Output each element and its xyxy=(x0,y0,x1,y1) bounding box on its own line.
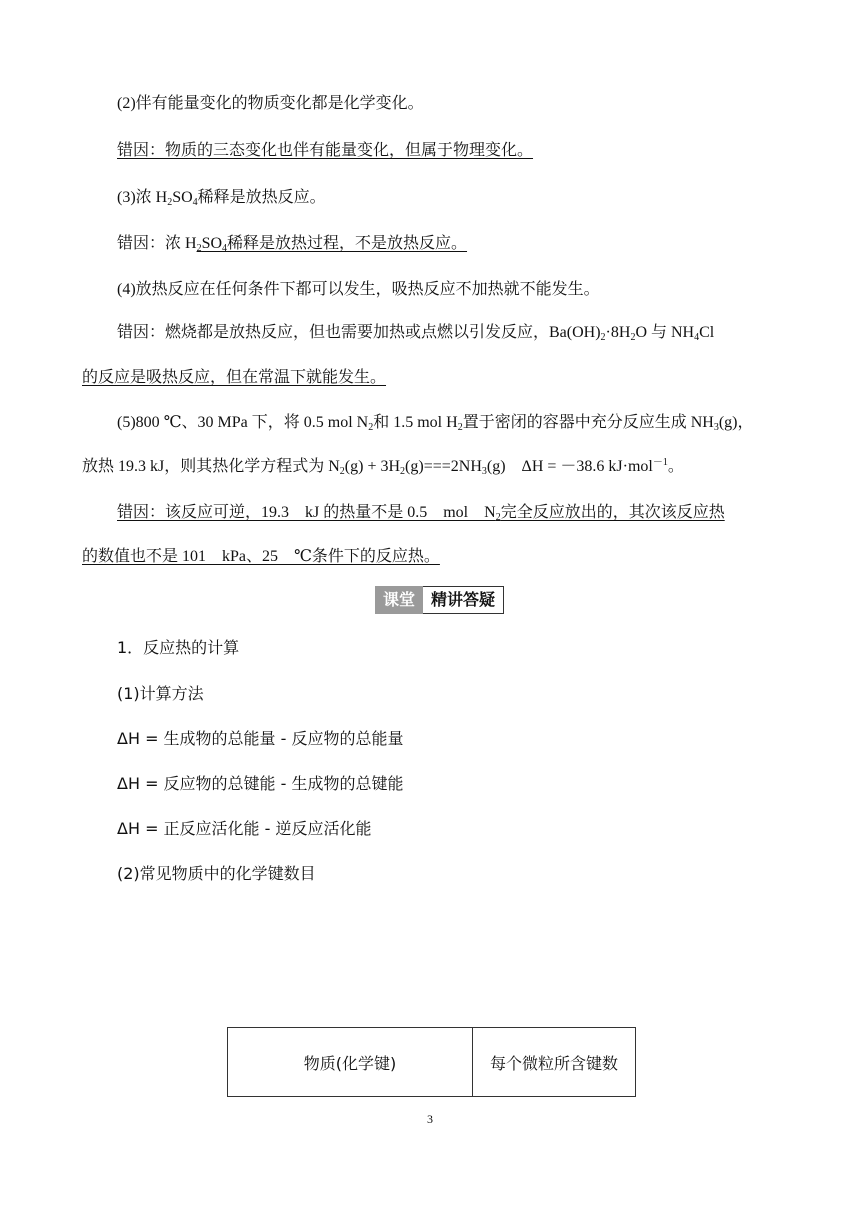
table-header-substance: 物质(化学键) xyxy=(228,1028,473,1097)
item-5-statement-line2: 放热 19.3 kJ，则其热化学方程式为 $N_2(g) + 3H_2(g)===2NH_3(g)$ ΔH = －38.6 kJ·mol$^{-1}$。 xyxy=(82,457,684,477)
table-header-bond-count: 每个微粒所含键数 xyxy=(473,1028,636,1097)
formula-2: ΔH = 反应物的总键能 - 生成物的总键能 xyxy=(117,774,404,793)
item-4-error-line2: 的反应是吸热反应，但在常温下就能发生。 xyxy=(82,369,387,386)
item-5-error-line2: 的数值也不是 101 kPa、25 ℃条件下的反应热。 xyxy=(82,548,440,565)
item-3-statement: (3)浓 $H_2SO_4$稀释是放热反应。 xyxy=(117,189,326,208)
table-header-row xyxy=(228,1028,636,1097)
formula-1: ΔH = 生成物的总能量 - 反应物的总能量 xyxy=(117,729,404,748)
item-5-statement-line1: (5)800 ℃、30 MPa 下，将 0.5 mol $N_2$和 1.5 mol $H_2$置于密闭的容器中充分反应生成 $NH_3(g)$， xyxy=(117,414,754,433)
item-2-error: 错因：物质的三态变化也伴有能量变化，但属于物理变化。 xyxy=(117,142,534,159)
section-title: 1．反应热的计算 xyxy=(117,638,240,657)
item-4-error-line1: 错因：燃烧都是放热反应，但也需要加热或点燃以引发反应，$Ba(OH)_2\cdot 8H_2O$ 与 $NH_4Cl$ xyxy=(117,324,715,343)
item-2-statement: (2)伴有能量变化的物质变化都是化学变化。 xyxy=(117,95,424,112)
bond-count-table xyxy=(227,1027,636,1097)
item-3-error: 错因：浓 $H_2SO_4$稀释是放热过程，不是放热反应。 xyxy=(117,235,468,254)
item-4-statement: (4)放热反应在任何条件下都可以发生，吸热反应不加热就不能发生。 xyxy=(117,281,600,298)
formula-3: ΔH = 正反应活化能 - 逆反应活化能 xyxy=(117,819,372,838)
page-number: 3 xyxy=(427,1112,433,1126)
section-badge xyxy=(375,586,504,614)
badge-left-label: 课堂 xyxy=(375,586,423,614)
item-5-error-line1: 错因：该反应可逆，19.3 kJ 的热量不是 0.5 mol $N_2$完全反应放出的，其次该反应热 xyxy=(117,504,725,523)
subsection-bond-count: (2)常见物质中的化学键数目 xyxy=(117,864,316,883)
subsection-calc-method: (1)计算方法 xyxy=(117,684,204,703)
badge-right-label: 精讲答疑 xyxy=(423,586,504,614)
